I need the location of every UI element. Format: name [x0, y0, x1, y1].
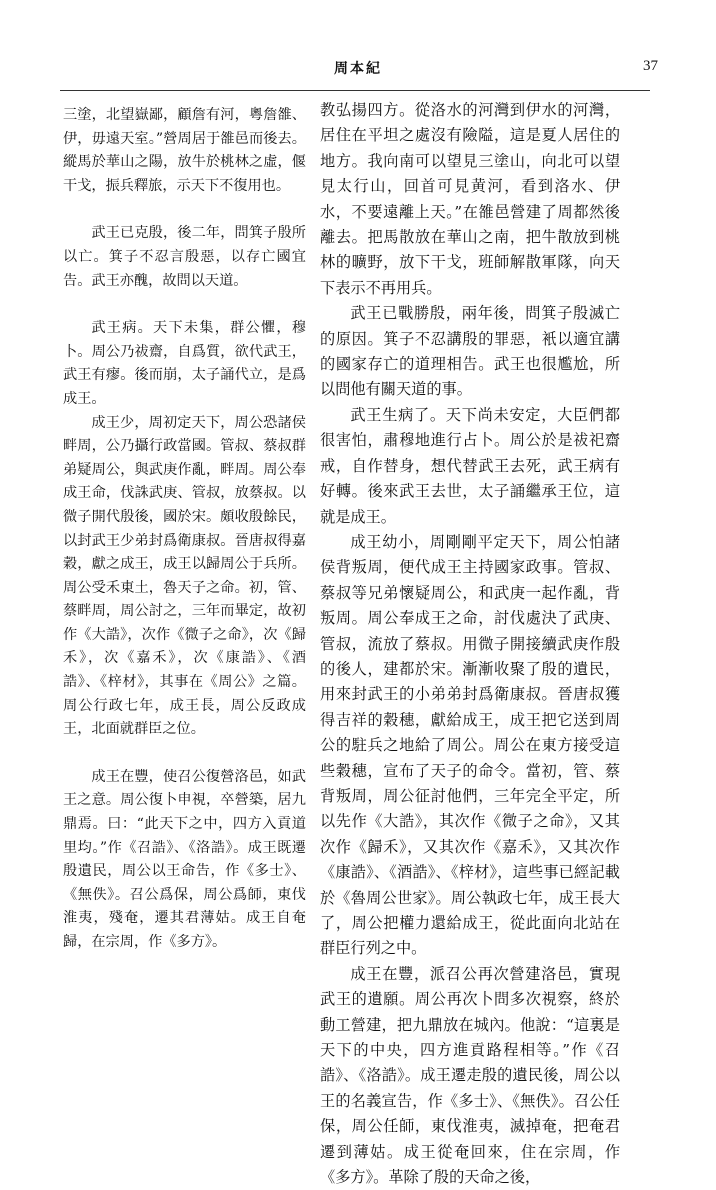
left-column-original-text: [63, 104, 306, 955]
paragraph: 武王已戰勝殷，兩年後，問箕子殷滅亡的原因。箕子不忍講殷的罪惡，衹以適宜講的國家存亡的道理相告。武王也很尷尬，所以問他有關天道的事。: [320, 304, 620, 399]
header-rule: [60, 90, 650, 91]
paragraph: 成王在豐，使召公復營洛邑，如武王之意。周公復卜申視，卒營築，居九鼎焉。曰：“此天下之中，四方入貢道里均。”作《召誥》、《洛誥》。成王既遷殷遺民，周公以王命告，作《多士》、《無佚》。召公爲保，周公爲師，東伐淮夷，殘奄，遷其君薄姑。成王自奄歸，在宗周，作《多方》。: [63, 768, 306, 950]
paragraph: 成王幼小，周剛剛平定天下，周公怕諸侯背叛周，便代成王主持國家政事。管叔、蔡叔等兄弟懷疑周公，和武庚一起作亂，背叛周。周公奉成王之命，討伐處決了武庚、管叔，流放了蔡叔。用微子開接續武庚作殷的後人，建都於宋。漸漸收聚了殷的遺民，用來封武王的小弟弟封爲衛康叔。晉唐叔獲得吉祥的穀穗，獻給成王，成王把它送到周公的駐兵之地給了周公。周公在東方接受這些穀穗，宣布了天子的命令。當初，管、蔡背叛周，周公征討他們，三年完全平定，所以先作《大誥》，其次作《微子之命》，又其次作《歸禾》，又其次作《嘉禾》，又其次作《康誥》、《酒誥》、《梓材》，這些事已經記載於《魯周公世家》。周公執政七年，成王長大了，周公把權力還給成王，從此面向北站在群臣行列之中。: [320, 532, 620, 958]
page-number: 37: [643, 58, 658, 74]
running-title: 周本紀: [334, 61, 382, 77]
paragraph: 成王在豐，派召公再次營建洛邑，實現武王的遺願。周公再次卜問多次視察，終於動工營建，把九鼎放在城內。他說：“這裏是天下的中央，四方進貢路程相等。”作《召誥》、《洛誥》。成王遷走殷的遺民後，周公以王的名義宣告，作《多士》、《無佚》。召公任保，周公任師，東伐淮夷，滅掉奄，把奄君遷到薄姑。成王從奄回來，住在宗周，作《多方》。革除了殷的天命之後，: [320, 964, 620, 1187]
paragraph: 武王生病了。天下尚未安定，大臣們都很害怕，肅穆地進行占卜。周公於是祓祀齋戒，自作替身，想代替武王去死，武王病有好轉。後來武王去世，太子誦繼承王位，這就是成王。: [320, 405, 620, 526]
paragraph: 三塗，北望嶽鄙，顧詹有河，粵詹雒、伊，毋遠天室。”營周居于雒邑而後去。縱馬於華山之陽，放牛於桃林之虛，偃干戈，振兵釋旅，示天下不復用也。: [63, 107, 306, 194]
right-column-translation: [320, 98, 620, 1190]
paragraph: 武王病。天下未集，群公懼，穆卜。周公乃祓齋，自爲質，欲代武王，武王有瘳。後而崩，太子誦代立，是爲成王。: [63, 320, 306, 407]
page-header: [40, 58, 676, 82]
paragraph: 教弘揚四方。從洛水的河灣到伊水的河灣，居住在平坦之處沒有險隘，這是夏人居住的地方。我向南可以望見三塗山，向北可以望見太行山，回首可見黄河，看到洛水、伊水，不要遠離上天。”在雒邑營建了周都然後離去。把馬散放在華山之南，把牛散放到桃林的曠野，放下干戈，班師解散軍隊，向天下表示不再用兵。: [320, 101, 620, 297]
paragraph: 武王已克殷，後二年，問箕子殷所以亡。箕子不忍言殷惡，以存亡國宜告。武王亦醜，故問以天道。: [63, 225, 306, 289]
paragraph: 成王少，周初定天下，周公恐諸侯畔周，公乃攝行政當國。管叔、蔡叔群弟疑周公，與武庚作亂，畔周。周公奉成王命，伐誅武庚、管叔，放蔡叔。以微子開代殷後，國於宋。頗收殷餘民，以封武王少弟封爲衛康叔。晉唐叔得嘉穀，獻之成王，成王以歸周公于兵所。周公受禾東土，魯天子之命。初，管、蔡畔周，周公討之，三年而畢定，故初作《大誥》，次作《微子之命》，次《歸禾》，次《嘉禾》，次《康誥》、《酒誥》、《梓材》，其事在《周公》之篇。周公行政七年，成王長，周公反政成王，北面就群臣之位。: [63, 414, 306, 738]
